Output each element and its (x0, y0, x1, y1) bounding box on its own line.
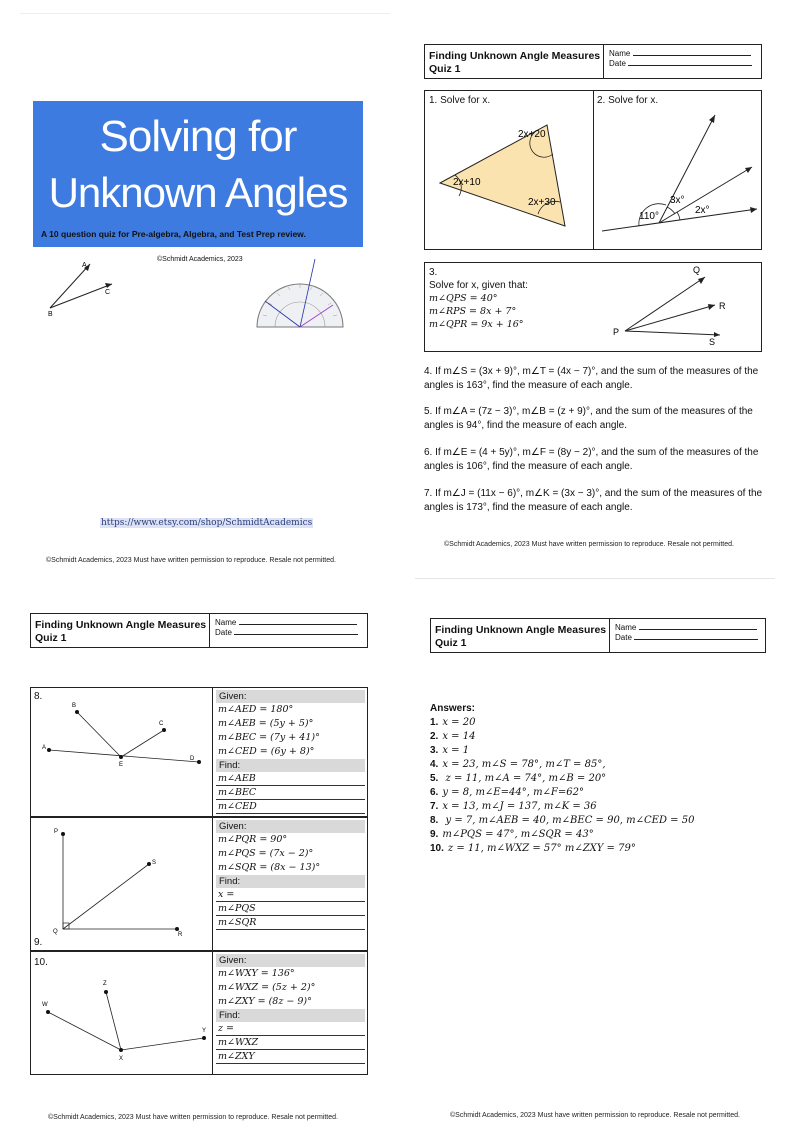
answers-page (397, 580, 794, 1147)
q8-find-2[interactable]: m∠BEC (216, 786, 365, 800)
quiz-header (424, 44, 762, 79)
q1-angle-bottom: 2x+30 (528, 197, 556, 208)
answers-list (430, 702, 770, 856)
answer-item: 8. y = 7, m∠AEB = 40, m∠BEC = 90, m∠CED = 50 (430, 815, 695, 826)
q10-figure (36, 970, 211, 1070)
q9-given-panel (216, 820, 365, 930)
cover-title-line1: Solving for (99, 112, 297, 161)
q9-given-header: Given: (216, 820, 365, 833)
quiz-header-quiz: Quiz 1 (429, 63, 461, 75)
date-field[interactable] (615, 633, 763, 643)
page-divider (415, 578, 775, 579)
answer-item: 2. x = 14 (430, 731, 476, 742)
q9-find-header: Find: (216, 875, 365, 888)
q5-text: 5. If m∠A = (7z − 3)°, m∠B = (z + 9)°, and the sum of the measures of the angles is 94°, find the measure of each angle. (424, 406, 753, 431)
q3-given-2: m∠RPS = 8x + 7° (429, 306, 517, 317)
q10-point-z: Z (103, 981, 107, 987)
q1-triangle-figure (435, 116, 585, 236)
q1-label: 1. Solve for x. (429, 95, 491, 106)
q8-point-c: C (159, 721, 164, 727)
q9-find-1[interactable]: x = (216, 888, 365, 902)
q3-given-3: m∠QPR = 9x + 16° (429, 319, 524, 330)
q9-box (30, 817, 368, 951)
quiz-header-title: Finding Unknown Angle Measures (35, 619, 207, 631)
cover-title-line2: Unknown Angles (48, 169, 348, 216)
q3-point-r: R (719, 301, 726, 311)
cover-page (0, 0, 397, 575)
q6-text: 6. If m∠E = (4 + 5y)°, m∠F = (8y − 2)°, and the sum of the measures of the angles is 106°, find the measure of each angle. (424, 447, 759, 472)
date-field[interactable] (609, 59, 757, 69)
date-label: Date (215, 628, 232, 637)
date-field[interactable] (215, 628, 363, 638)
q8-point-d: D (190, 756, 195, 762)
answer-item: 1. x = 20 (430, 717, 476, 728)
protractor-image (255, 255, 345, 335)
q4-text: 4. If m∠S = (3x + 9)°, m∠T = (4x − 7)°, and the sum of the measures of the angles is 163°, find the measure of each angle. (424, 366, 759, 391)
quiz-header (430, 618, 766, 653)
quiz-header-title: Finding Unknown Angle Measures (429, 50, 601, 62)
q10-given-1: m∠WXY = 136° (218, 968, 295, 979)
q8-number: 8. (34, 691, 43, 702)
q8-given-1: m∠AED = 180° (218, 704, 294, 715)
q9-point-q: Q (53, 929, 58, 935)
q9-given-3: m∠SQR = (8x − 13)° (218, 862, 321, 873)
q9-given-2: m∠PQS = (7x − 2)° (218, 848, 314, 859)
q9-point-r: R (178, 932, 183, 938)
quiz-page-3 (0, 580, 397, 1147)
answer-item: 10. z = 11, m∠WXZ = 57° m∠ZXY = 79° (430, 843, 636, 854)
q8-point-b: B (72, 703, 77, 709)
q10-given-2: m∠WXZ = (5z + 2)° (218, 982, 316, 993)
q8-point-a: A (42, 745, 47, 751)
q3-point-q: Q (693, 265, 701, 275)
cover-subtitle: A 10 question quiz for Pre-algebra, Algebra, and Test Prep review. (41, 229, 306, 239)
q9-figure (49, 824, 209, 938)
date-label: Date (609, 59, 626, 68)
quiz-page-2 (397, 0, 794, 575)
page4-footer: ©Schmidt Academics, 2023 Must have written permission to reproduce. Resale not permitted. (450, 1112, 740, 1119)
q10-point-w: W (42, 1002, 48, 1008)
page-divider (20, 13, 390, 14)
angle-sketch (40, 258, 130, 318)
cover-banner (33, 101, 363, 247)
q1-angle-top: 2x+20 (518, 129, 546, 140)
q7-text: 7. If m∠J = (11x − 6)°, m∠K = (3x − 3)°, and the sum of the measures of the angles is 173°, find the measure of each angle. (424, 488, 763, 513)
q1-angle-left: 2x+10 (453, 177, 481, 188)
q8-given-panel (216, 690, 365, 814)
date-label: Date (615, 633, 632, 642)
answer-item: 6. y = 8, m∠E=44°, m∠F=62° (430, 787, 584, 798)
q9-find-2[interactable]: m∠PQS (216, 902, 365, 916)
q10-point-x: X (119, 1056, 124, 1062)
q8-find-1[interactable]: m∠AEB (216, 772, 365, 786)
q8-given-header: Given: (216, 690, 365, 703)
name-label: Name (609, 49, 631, 58)
q2-angle-2x: 2x° (695, 205, 710, 216)
q2-label: 2. Solve for x. (597, 95, 659, 106)
sketch-label-a: A (82, 262, 87, 269)
etsy-link[interactable]: https://www.etsy.com/shop/SchmidtAcademics (101, 518, 313, 528)
q10-given-3: m∠ZXY = (8z − 9)° (218, 996, 312, 1007)
q2-angle-110: 110° (639, 211, 659, 222)
quiz-header-title: Finding Unknown Angle Measures (435, 624, 607, 636)
q1-q2-box (424, 90, 762, 250)
q8-given-4: m∠CED = (6y + 8)° (218, 746, 315, 757)
name-field[interactable] (609, 49, 757, 59)
q10-box (30, 951, 368, 1075)
page3-footer: ©Schmidt Academics, 2023 Must have written permission to reproduce. Resale not permitted. (48, 1114, 338, 1121)
q10-find-3[interactable]: m∠ZXY (216, 1050, 365, 1064)
name-label: Name (615, 623, 637, 632)
q2-angle-figure (597, 105, 762, 245)
answer-item: 4. x = 23, m∠S = 78°, m∠T = 85°, (430, 759, 606, 770)
cover-footer: ©Schmidt Academics, 2023 Must have written permission to reproduce. Resale not permitted. (46, 557, 336, 564)
q8-point-e: E (119, 762, 124, 768)
q8-given-2: m∠AEB = (5y + 5)° (218, 718, 314, 729)
q2-angle-3x: 3x° (670, 195, 685, 206)
q3-point-p: P (613, 327, 620, 337)
q9-point-p: P (54, 829, 59, 835)
q10-find-header: Find: (216, 1009, 365, 1022)
q3-point-s: S (709, 337, 716, 347)
answer-item: 5. z = 11, m∠A = 74°, m∠B = 20° (430, 773, 607, 784)
answers-heading: Answers: (430, 703, 476, 714)
q3-given-1: m∠QPS = 40° (429, 293, 498, 304)
q3-box (424, 262, 762, 352)
q10-find-2[interactable]: m∠WXZ (216, 1036, 365, 1050)
q8-find-3[interactable]: m∠CED (216, 800, 365, 814)
page2-footer: ©Schmidt Academics, 2023 Must have written permission to reproduce. Resale not permitted. (444, 541, 734, 548)
cover-copyright: ©Schmidt Academics, 2023 (157, 256, 243, 263)
answer-item: 3. x = 1 (430, 745, 470, 756)
q8-given-3: m∠BEC = (7y + 41)° (218, 732, 320, 743)
q10-point-y: Y (202, 1028, 207, 1034)
answer-item: 7. x = 13, m∠J = 137, m∠K = 36 (430, 801, 597, 812)
q10-number: 10. (34, 957, 48, 968)
q10-given-panel (216, 954, 365, 1064)
sketch-label-c: C (105, 289, 111, 296)
answer-item: 9. m∠PQS = 47°, m∠SQR = 43° (430, 829, 594, 840)
q9-point-s: S (152, 860, 157, 866)
name-label: Name (215, 618, 237, 627)
sketch-label-b: B (48, 311, 53, 318)
q8-figure (39, 702, 209, 812)
quiz-header (30, 613, 368, 648)
name-field[interactable] (215, 618, 363, 628)
quiz-header-quiz: Quiz 1 (35, 632, 67, 644)
q8-box (30, 687, 368, 817)
quiz-header-quiz: Quiz 1 (435, 637, 467, 649)
name-field[interactable] (615, 623, 763, 633)
q3-figure (605, 265, 755, 347)
q8-find-header: Find: (216, 759, 365, 772)
q10-given-header: Given: (216, 954, 365, 967)
q9-find-3[interactable]: m∠SQR (216, 916, 365, 930)
q10-find-1[interactable]: z = (216, 1022, 365, 1036)
q3-number: 3. (429, 267, 438, 278)
q3-text: Solve for x, given that: (429, 280, 528, 291)
q9-given-1: m∠PQR = 90° (218, 834, 288, 845)
q9-number: 9. (34, 937, 43, 948)
